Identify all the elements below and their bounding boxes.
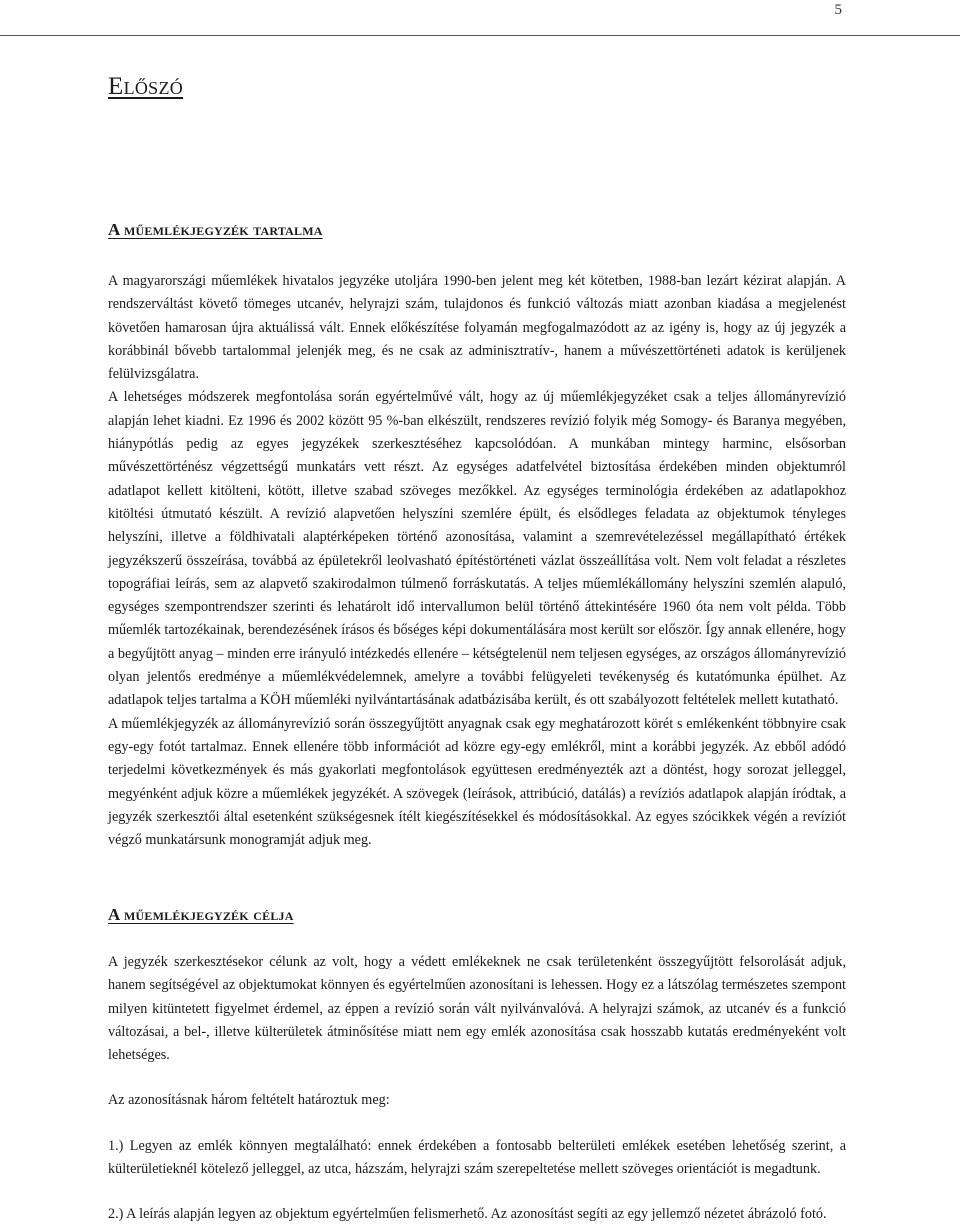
paragraph: A jegyzék szerkesztésekor célunk az volt, hogy a védett emlékeknek ne csak területenként összegyűjtött felsorolását adjuk, hanem segítségével az objektumokat könnyen és egyértelműen azonosítani is lehessen. Hogy ez a látszólag természetes szempont milyen kitüntetett figyelmet érdemel, az éppen a revízió során vált nyilvánvalóvá. A helyrajzi számok, az utcanév és a funkció változásai, a bel-, illetve külterületek átminősítése miatt nem egy emlék azonosítása csak hosszabb kutatás eredményeként volt lehetséges. — [108, 954, 846, 1064]
section-heading: A műemlékjegyzék célja — [108, 905, 294, 924]
paragraph: A műemlékjegyzék az állományrevízió során összegyűjtött anyagnak csak egy meghatározott körét s emlékenként többnyire csak egy-egy fotót tartalmaz. Ennek ellenére több információt ad közre egy-egy emlékről, mint a korábbi jegyzék. Az ebből adódó terjedelmi következmények és más gyakorlati megfontolások együttesen eredményezték azt a döntést, hogy sorozat jelleggel, megyénként adjuk közre a műemlékek jegyzékét. A szövegek (leírások, attribúció, datálás) a revíziós adatlapok alapján íródtak, a jegyzék szerkesztői által esetenként szükségesnek ítélt kiegészítésekkel és módosításokkal. Az egyes szócikkek végén a revíziót végző munkatársunk monogramját adjuk meg. — [108, 715, 846, 849]
paragraph-spacer — [108, 1113, 846, 1135]
paragraph: A lehetséges módszerek megfontolása során egyértelművé vált, hogy az új műemlékjegyzéket csak a teljes állományrevízió alapján lehet kiadni. Ez 1996 és 2002 között 95 %-ban elkészült, rendszeres revízió folyik még Somogy- és Baranya megyében, hiánypótlás pedig az egyes jegyzékek szerkesztéséhez kapcsolódóan. A munkában mintegy harminc, elsősorban művészettörténész végzettségű munkatárs vett részt. Az egységes adatfelvétel biztosítása érdekében minden objektumról adatlapot kellett kitölteni, kötött, illetve szabad szöveges mezőkkel. Az egységes terminológia érdekében az adatlapokhoz kitöltési útmutató készült. A revízió alapvetően helyszíni szemlére épült, és elsődleges feladata az objektumok tényleges helyszíni, illetve a földhivatali alaptérképeken történő azonosítása, valamint a szemrevételezéssel megállapítható értékek jegyzékszerű összeírása, továbbá az épületekről leolvasható építéstörténeti vázlat összeállítása volt. Nem volt feladat a részletes topográfiai leírás, sem az alapvető szakirodalmon túlmenő forráskutatás. A teljes műemlékállomány helyszíni szemlén alapuló, egységes szempontrendszer szerinti és lehatárolt idő intervallumon belül történő áttekintésére 1960 óta nem volt példa. Több műemlék tartozékainak, berendezésének írásos és bőséges képi dokumentálására most került sor először. Így annak ellenére, hogy a begyűjtött anyag – minden erre irányuló intézkedés ellenére – kétségtelenül nem teljesen egységes, az országos állományrevízió olyan jelentős eredménye a műemlékvédelemnek, amelyre a további felügyeleti tevékenység és kutatómunka épülhet. Az adatlapok teljes tartalma a KÖH műemléki nyilvántartásának adatbázisába került, és ott szabályozott feltételek mellett kutatható. — [108, 389, 846, 709]
page-title: Előszó — [108, 73, 184, 100]
paragraph: Az azonosításnak három feltételt határoztuk meg: — [108, 1092, 390, 1109]
page-number: 5 — [834, 2, 842, 18]
header-rule — [0, 35, 960, 36]
paragraph-spacer — [108, 1067, 846, 1089]
list-item: 2.) A leírás alapján legyen az objektum egyértelműen felismerhető. Az azonosítást segíti az egy jellemző nézetet ábrázoló fotó. — [108, 1206, 827, 1223]
list-item: 1.) Legyen az emlék könnyen megtalálható: ennek érdekében a fontosabb belterületi emlékek esetében lehetőség szerint, a külterületieknél kötelező jelleggel, az utca, házszám, helyrajzi szám szerepeltetése mellett szöveges orientációt is megadtunk. — [108, 1137, 846, 1178]
section-heading: A műemlékjegyzék tartalma — [108, 220, 323, 239]
section-body — [108, 270, 846, 852]
paragraph: A magyarországi műemlékek hivatalos jegyzéke utoljára 1990-ben jelent meg két kötetben, 1988-ban lezárt kézirat alapján. A rendszerváltást követő tömeges utcanév, helyrajzi szám, tulajdonos és funkció változás miatt azonban kiadása a megjelenést követően hamarosan újra aktuálissá vált. Ennek előkészítése folyamán megfogalmazódott az az igény is, hogy az új jegyzék a korábbinál bővebb tartalommal jelenjék meg, és ne csak az adminisztratív-, hanem a művészettörténeti adatok is kerüljenek felülvizsgálatra. — [108, 273, 846, 383]
section-purpose — [108, 905, 846, 1227]
paragraph-spacer — [108, 1181, 846, 1203]
section-body — [108, 951, 846, 1227]
section-contents — [108, 220, 846, 852]
